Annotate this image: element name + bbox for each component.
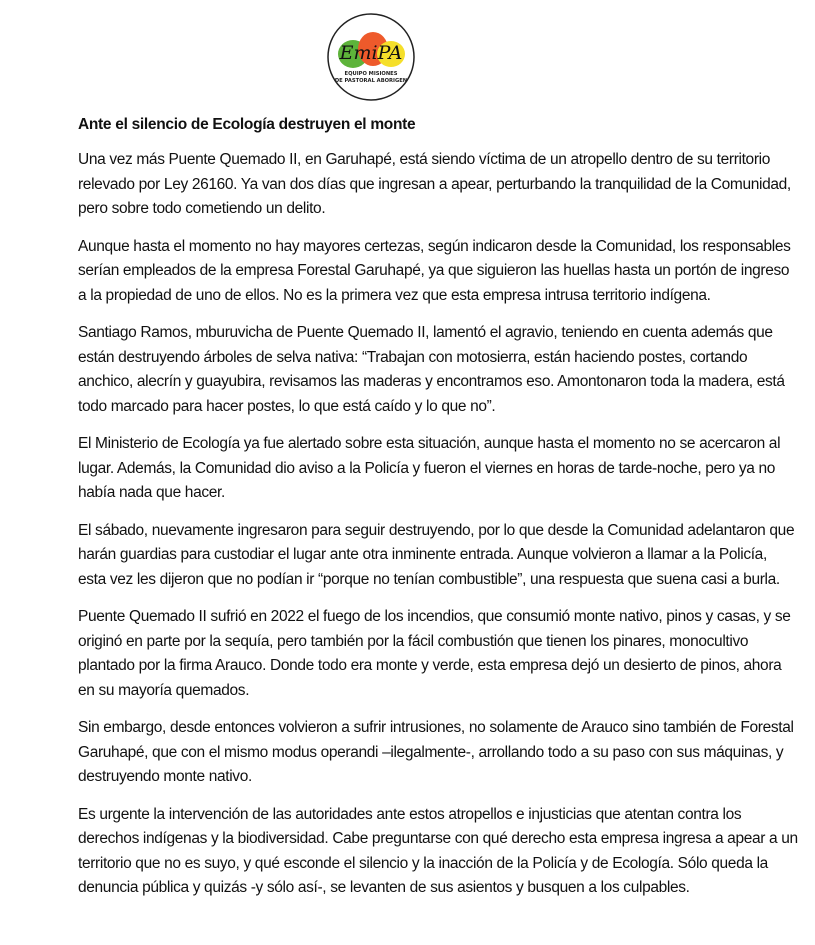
paragraph-8: Es urgente la intervención de las autoridades ante estos atropellos e injusticias que atentan contra los derechos indígenas y la biodiversidad. Cabe preguntarse con qué derecho esta empresa ingresa a apear a un territorio que no es suyo, y qué esconde el silencio y la inacción de la Policía y de Ecología. Sólo queda la denuncia pública y quizás -y sólo así-, se levanten de sus asientos y busquen a los culpables.: [78, 805, 798, 896]
paragraph-5: El sábado, nuevamente ingresaron para seguir destruyendo, por lo que desde la Comunidad adelantaron que harán guardias para custodiar el lugar ante otra inminente entrada. Aunque volvieron a llamar a la Policía, esta vez les dijeron que no podían ir “porque no tenían combustible”, una respuesta que suena casi a burla.: [78, 521, 795, 588]
emipa-logo: [326, 12, 416, 102]
paragraph-1: Una vez más Puente Quemado II, en Garuhapé, está siendo víctima de un atropello dentro de su territorio relevado por Ley 26160. Ya van dos días que ingresan a apear, perturbando la tranquilidad de la Comunidad, pero sobre todo cometiendo un delito.: [78, 151, 791, 217]
article: [78, 115, 798, 914]
paragraph-4: El Ministerio de Ecología ya fue alertado sobre esta situación, aunque hasta el momento no se acercaron al lugar. Además, la Comunidad dio aviso a la Policía y fueron el viernes en horas de tarde-noche, pero ya no había nada que hacer.: [78, 435, 781, 501]
paragraph-2: Aunque hasta el momento no hay mayores certezas, según indicaron desde la Comunidad, los responsables serían empleados de la empresa Forestal Garuhapé, ya que siguieron las huellas hasta un portón de ingreso a la propiedad de uno de ellos. No es la primera vez que esta empresa intrusa territorio indígena.: [78, 237, 791, 304]
svg-text:EmiPA: EmiPA: [339, 42, 403, 64]
article-title: Ante el silencio de Ecología destruyen el monte: [78, 116, 416, 133]
emipa-logo-icon: [326, 12, 416, 102]
svg-text:DE PASTORAL ABORIGEN: DE PASTORAL ABORIGEN: [334, 78, 408, 84]
paragraph-3: Santiago Ramos, mburuvicha de Puente Quemado II, lamentó el agravio, teniendo en cuenta además que están destruyendo árboles de selva nativa: “Trabajan con motosierra, están haciendo postes, cortando anchico, alecrín y guayubira, revisamos las maderas y encontramos eso. Amontonaron toda la madera, está todo marcado para hacer postes, lo que está caído y lo que no”.: [78, 324, 785, 415]
paragraph-6: Puente Quemado II sufrió en 2022 el fuego de los incendios, que consumió monte nativo, pinos y casas, y se originó en parte por la sequía, pero también por la fácil combustión que tienen los pinares, monocultivo plantado por la firma Arauco. Donde todo era monte y verde, esta empresa dejó un desierto de pinos, ahora en su mayoría quemados.: [78, 608, 791, 699]
paragraph-7: Sin embargo, desde entonces volvieron a sufrir intrusiones, no solamente de Arauco sino también de Forestal Garuhapé, que con el mismo modus operandi –ilegalmente-, arrollando todo a su paso con sus máquinas, y destruyendo monte nativo.: [78, 719, 794, 785]
svg-text:EQUIPO MISIONES: EQUIPO MISIONES: [344, 71, 398, 77]
